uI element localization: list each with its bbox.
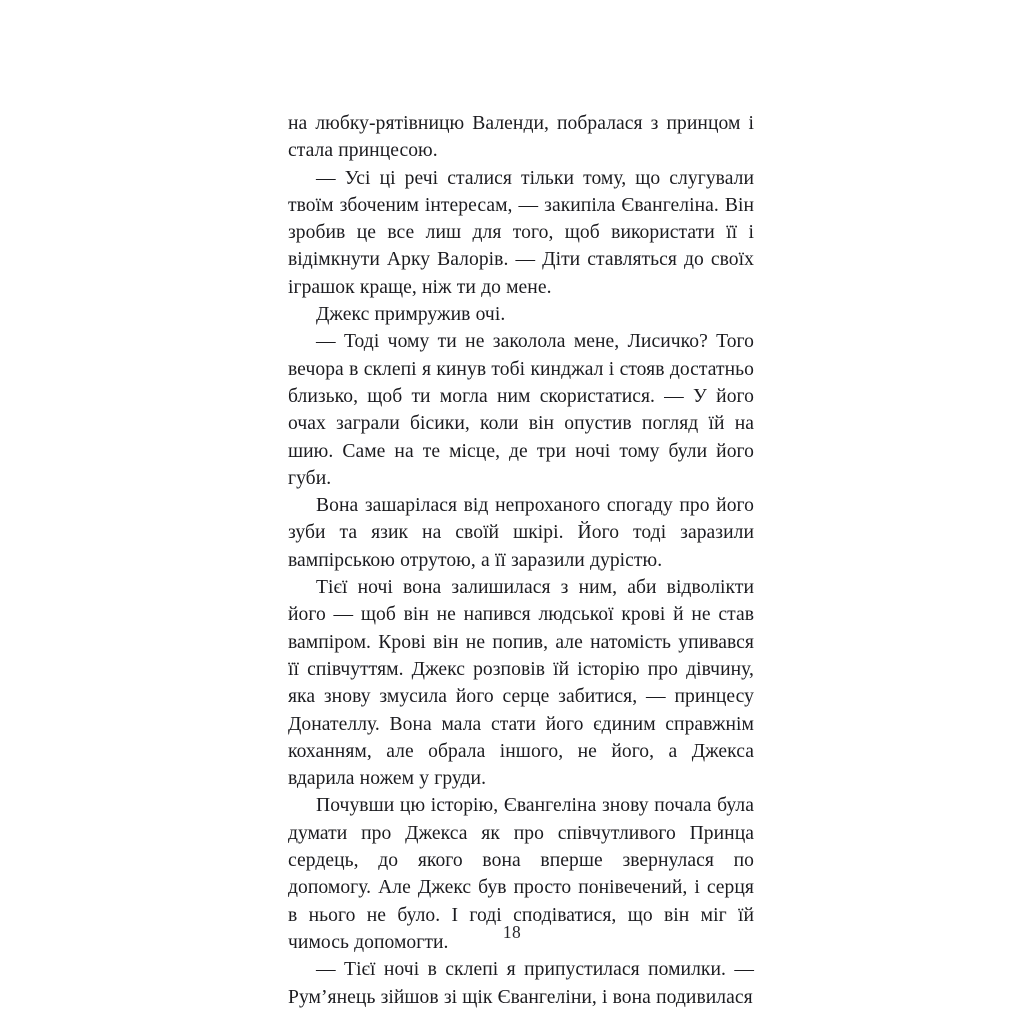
- paragraph: — Тоді чому ти не заколола мене, Лисичко? Того вечора в склепі я кинув тобі кинджал і стояв достатньо близько, щоб ти могла ним скористатися. — У його очах заграли бісики, коли він опустив погляд їй на шию. Саме на те місце, де три ночі тому були його губи.: [288, 331, 754, 489]
- paragraph: Почувши цю історію, Євангеліна знову почала була думати про Джекса як про співчутливого Принца сердець, до якого вона вперше звернулася по допомогу. Але Джекс був просто понівечений, і серця в нього не було. І годі сподіватися, що він міг їй чимось допомогти.: [288, 795, 754, 953]
- paragraph: — Усі ці речі сталися тільки тому, що слугували твоїм збоченим інтересам, — закипіла Євангеліна. Він зробив це все лиш для того, щоб використати її і відімкнути Арку Валорів. — Діти ставляться до своїх іграшок краще, ніж ти до мене.: [288, 167, 754, 298]
- page-text-block: [288, 110, 754, 1011]
- page-number: 18: [502, 922, 522, 942]
- paragraph: Джекс примружив очі.: [316, 304, 506, 326]
- paragraph: Вона зашарілася від непроханого спогаду про його зуби та язик на своїй шкірі. Його тоді заразили вампірською отрутою, а її заразили дурістю.: [288, 495, 754, 571]
- paragraph-continuation: на любку-рятівницю Валенди, побралася з принцом і стала принцесою.: [288, 113, 754, 162]
- paragraph: Тієї ночі вона залишилася з ним, аби відволікти його — щоб він не напився людської крові й не став вампіром. Крові він не попив, але натомість упивався її співчуттям. Джекс розповів їй історію про дівчину, яка знову змусила його серце забитися, — принцесу Донателлу. Вона мала стати його єдиним справжнім коханням, але обрала іншого, не його, а Джекса вдарила ножем у груди.: [288, 577, 754, 790]
- paragraph: — Тієї ночі в склепі я припустилася помилки. — Рум’янець зійшов зі щік Євангеліни, і вона подивилася: [288, 959, 754, 1008]
